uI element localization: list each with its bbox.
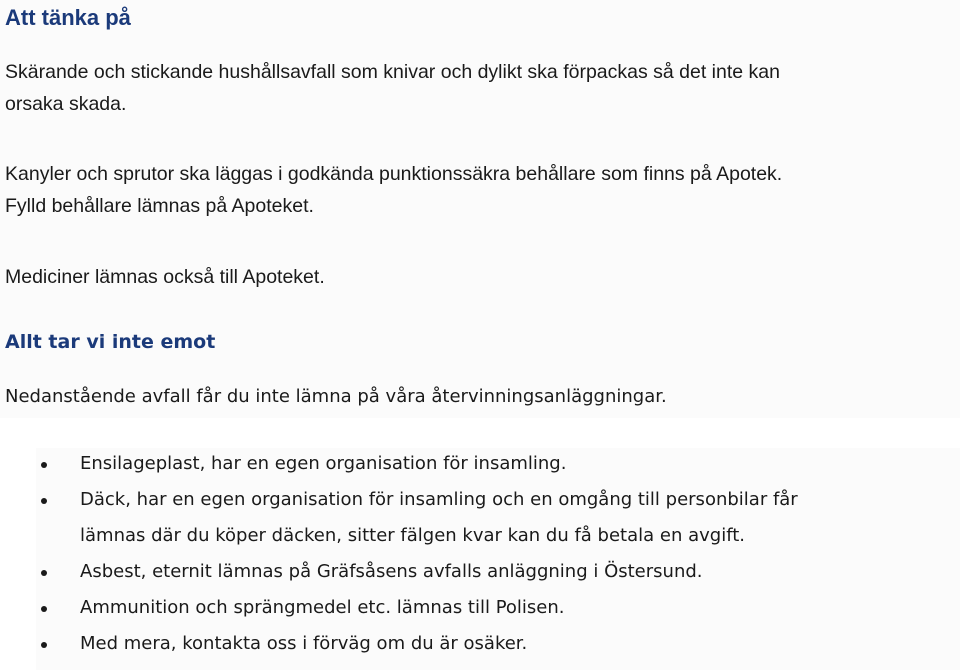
list-item [0,626,960,662]
list-item [0,482,960,554]
list-item-line: Ammunition och sprängmedel etc. lämnas till Polisen. [80,597,565,618]
list-item-line: Ensilageplast, har en egen organisation för insamling. [80,453,567,474]
bullet-icon [41,606,47,612]
bullet-icon [41,462,47,468]
list-item [0,446,960,482]
list-item [0,590,960,626]
paragraph-line: Mediciner lämnas också till Apoteket. [5,266,325,288]
list-item-line: Med mera, kontakta oss i förväg om du är osäker. [80,633,528,654]
paragraph-line: Skärande och stickande hushållsavfall som knivar och dylikt ska förpackas så det inte kan [5,61,780,83]
paragraph-medicines [5,261,325,293]
paragraph-sharp-waste [5,56,780,120]
list-item-line: Asbest, eternit lämnas på Gräfsåsens avfalls anläggning i Östersund. [80,561,703,582]
paragraph-not-accepted-intro: Nedanstående avfall får du inte lämna på våra återvinningsanläggningar. [5,386,667,407]
paragraph-syringes [5,158,782,222]
bullet-icon [41,570,47,576]
section-heading-allt-tar-vi-inte-emot: Allt tar vi inte emot [5,331,216,353]
list-item [0,554,960,590]
section-heading-att-tanka-pa: Att tänka på [5,5,131,30]
not-accepted-list [0,446,960,662]
paragraph-line: orsaka skada. [5,93,127,115]
bullet-icon [41,642,47,648]
list-item-line: lämnas där du köper däcken, sitter fälgen kvar kan du få betala en avgift. [80,525,745,546]
paragraph-line: Kanyler och sprutor ska läggas i godkända punktionssäkra behållare som finns på Apotek. [5,163,783,185]
bullet-icon [41,498,47,504]
list-item-line: Däck, har en egen organisation för insamling och en omgång till personbilar får [80,489,798,510]
paragraph-line: Fylld behållare lämnas på Apoteket. [5,195,314,217]
